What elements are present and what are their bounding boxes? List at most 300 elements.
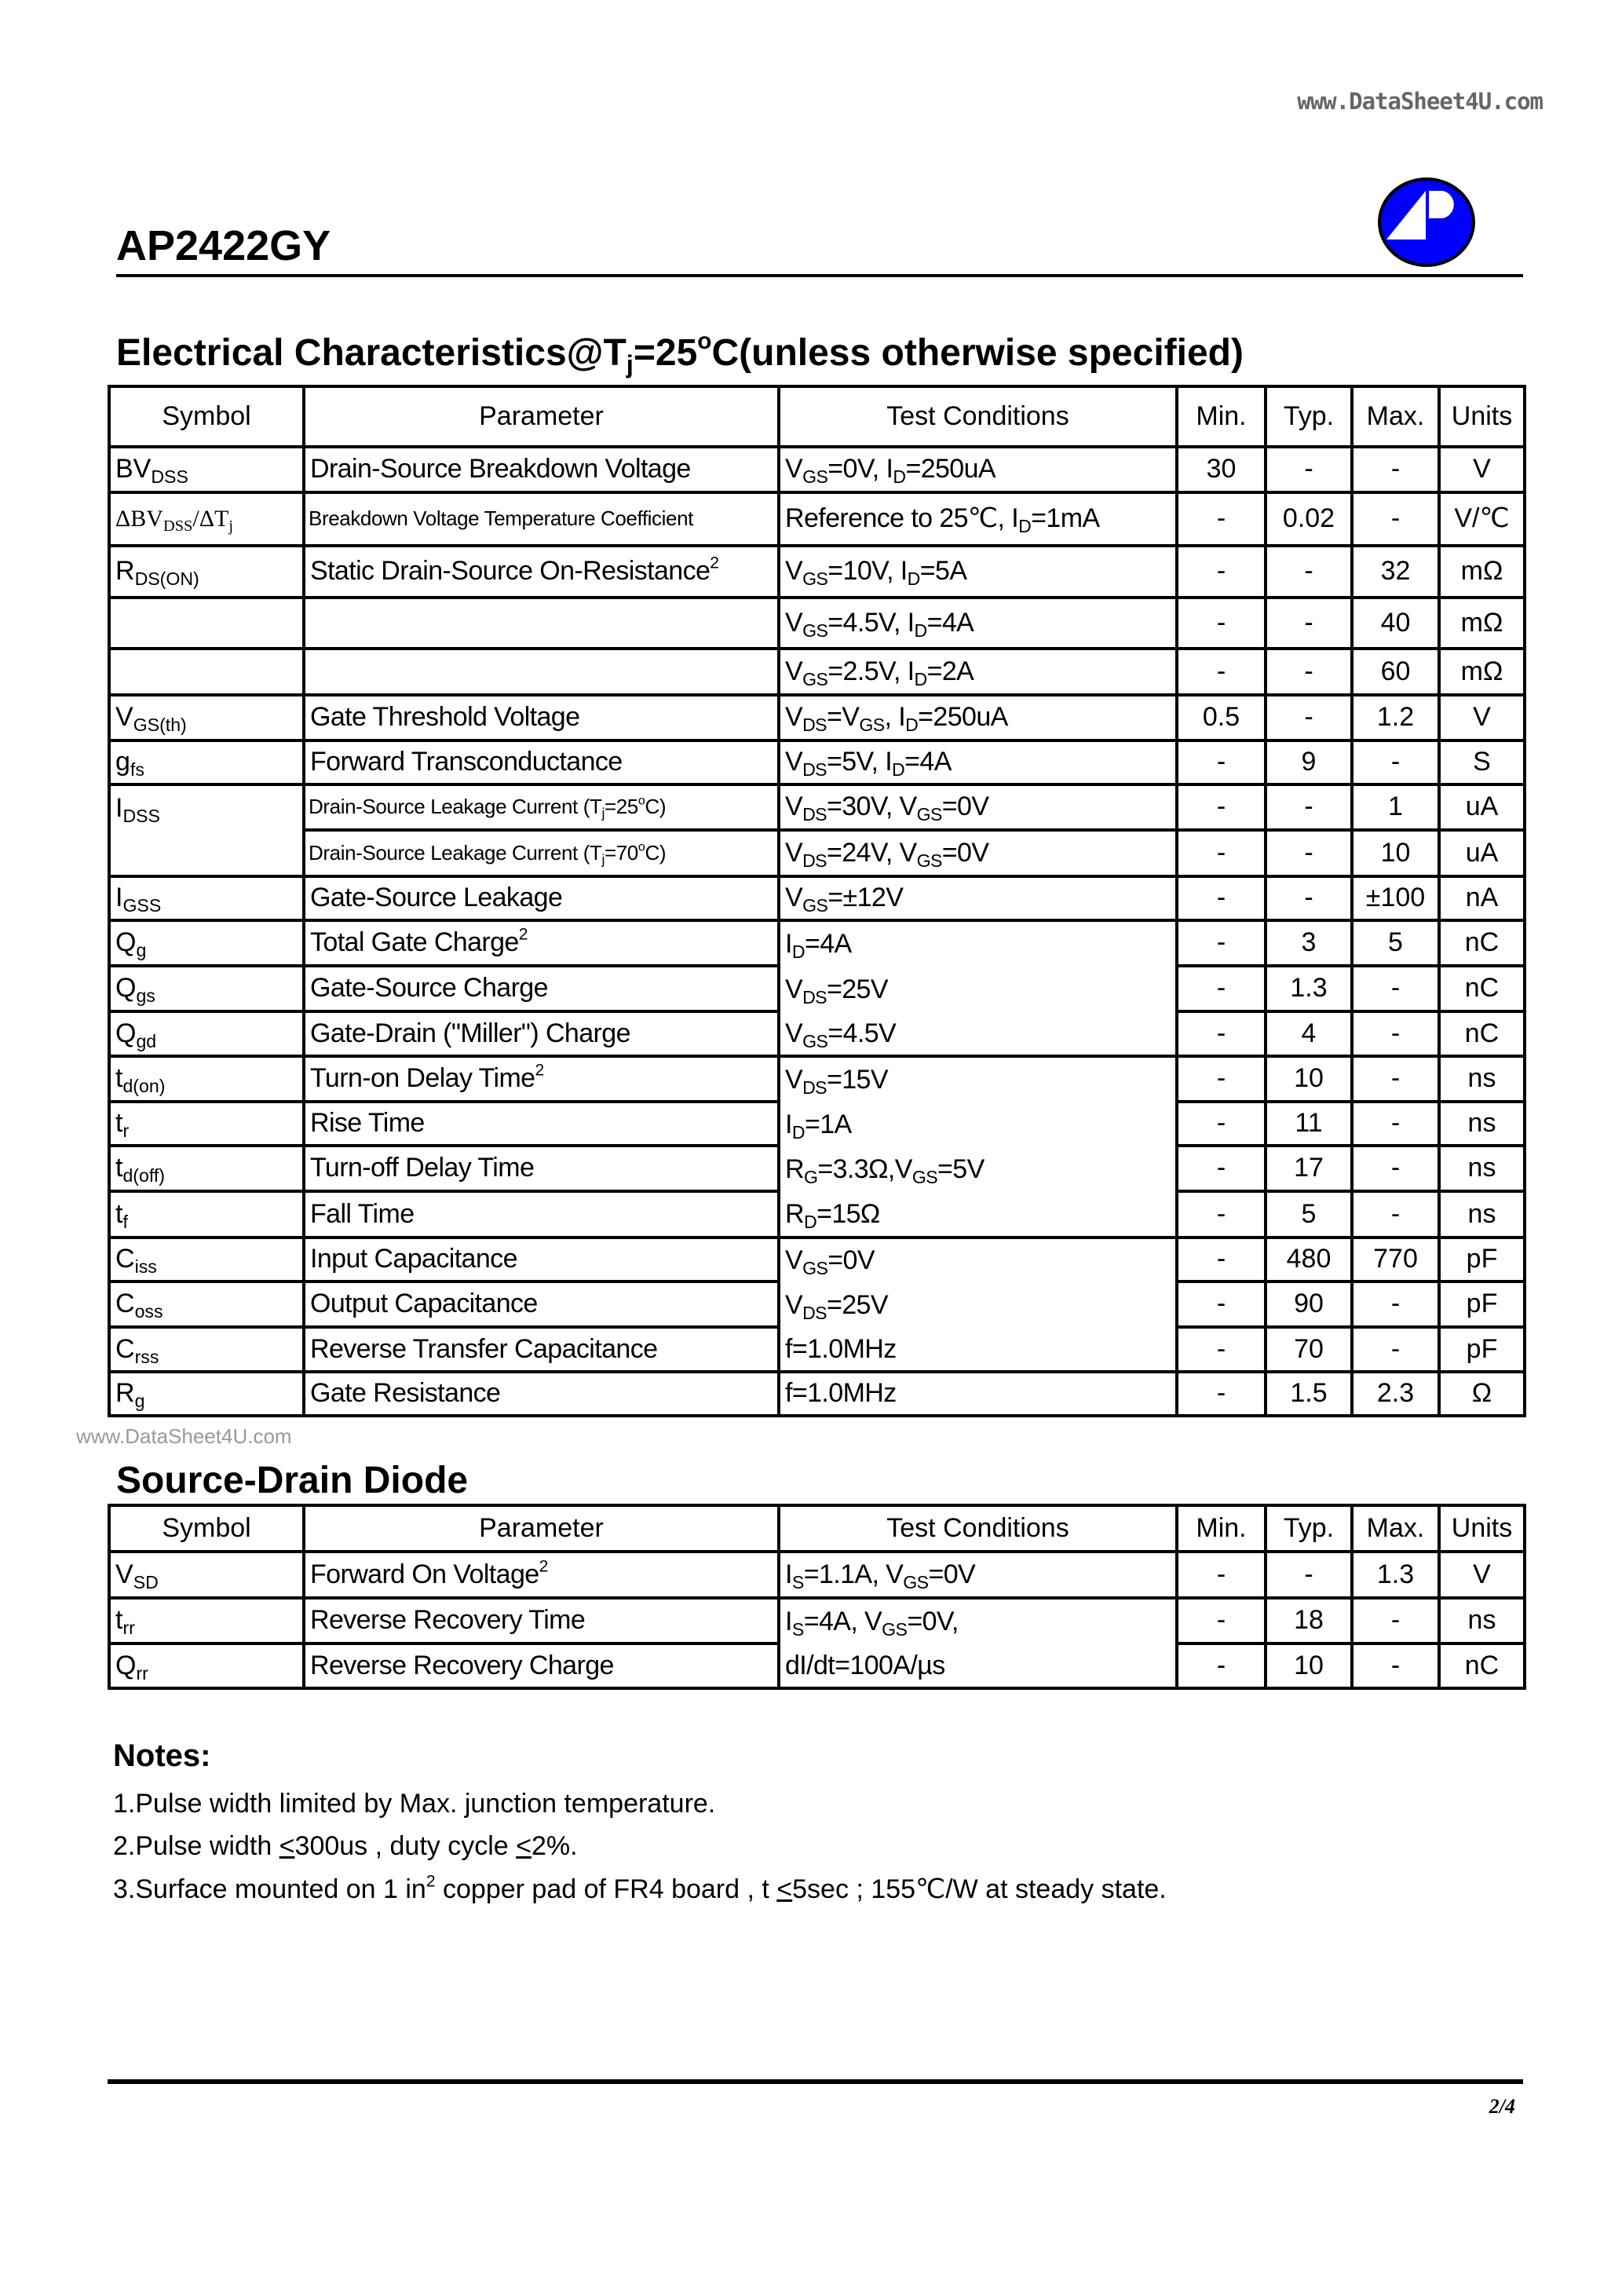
text-run: ns	[1467, 1605, 1496, 1636]
cell-units	[1441, 1013, 1526, 1058]
cell-units	[1441, 696, 1526, 742]
subscript: oss	[134, 1301, 163, 1322]
text-run: R	[785, 1154, 804, 1185]
cell-symbol	[111, 1147, 305, 1193]
cell-symbol	[111, 1013, 305, 1058]
cell-units	[1441, 1239, 1526, 1283]
text-run: -	[1216, 883, 1226, 913]
cell-units	[1441, 1147, 1526, 1193]
text-run: -	[1304, 792, 1313, 822]
text-run: =25	[633, 332, 698, 374]
text-run: -	[1216, 1018, 1226, 1048]
cell-test-conditions	[780, 696, 1178, 742]
text-run: ns	[1467, 1153, 1496, 1183]
cell-units	[1441, 1283, 1526, 1329]
subscript: DS	[802, 715, 827, 736]
text-run: =1mA	[1031, 503, 1100, 534]
cell-typ	[1267, 742, 1353, 786]
text-run: nC	[1464, 973, 1500, 1004]
header-row	[111, 1507, 1526, 1553]
text-run: V	[785, 792, 803, 822]
text-run: C	[115, 1289, 135, 1319]
superscript: 2	[518, 925, 528, 944]
cell-symbol	[111, 1283, 305, 1329]
cell-symbol	[111, 1103, 305, 1147]
subscript: GS	[802, 668, 828, 689]
text-run: -	[1390, 1605, 1401, 1636]
cell-parameter	[305, 650, 780, 696]
table-row	[111, 1013, 1526, 1058]
part-number-title: AP2422GY	[116, 222, 331, 269]
subscript: D	[791, 1122, 805, 1143]
cell-typ	[1267, 1103, 1353, 1147]
text-run: 770	[1373, 1244, 1418, 1274]
text-run: =70	[604, 840, 638, 865]
subscript: rr	[122, 1618, 135, 1639]
text-run: 3.Surface mounted on 1 in	[113, 1874, 426, 1904]
text-run: =250uA	[918, 702, 1008, 733]
header-divider	[116, 274, 1523, 277]
cell-min	[1178, 448, 1267, 494]
cell-test-conditions	[780, 742, 1178, 786]
cell-typ	[1267, 1553, 1353, 1600]
cell-test-conditions	[780, 1329, 1178, 1373]
text-run: V	[785, 837, 803, 868]
subscript: DSS	[122, 806, 160, 827]
text-run: -	[1390, 1198, 1401, 1229]
subscript: j	[601, 851, 605, 868]
subscript: fs	[130, 759, 144, 781]
text-run: -	[1304, 454, 1313, 484]
text-run: -	[1216, 1559, 1226, 1589]
text-run: nA	[1465, 883, 1499, 913]
subscript: d(on)	[122, 1076, 166, 1097]
cell-parameter	[305, 922, 780, 967]
subscript: D	[1018, 516, 1032, 537]
subscript: D	[892, 759, 905, 781]
text-run: 2%.	[532, 1831, 578, 1861]
subscript: rr	[136, 1662, 148, 1684]
text-run: 40	[1380, 607, 1411, 638]
text-run: Gate-Source Leakage	[310, 883, 563, 913]
cell-max	[1353, 1147, 1441, 1193]
table-row	[111, 878, 1526, 922]
text-run: =24V, V	[826, 837, 917, 868]
text-run: 10	[1294, 1063, 1324, 1094]
cell-min	[1178, 1600, 1267, 1645]
cell-units	[1441, 547, 1526, 599]
text-run: t	[115, 1063, 123, 1094]
text-run: Output Capacitance	[310, 1289, 538, 1319]
text-run: =0V,	[907, 1607, 959, 1637]
table-row	[111, 1283, 1526, 1329]
cell-parameter	[305, 1283, 780, 1329]
text-run: t	[115, 1153, 123, 1183]
cell-parameter	[305, 1645, 780, 1690]
text-run: 1.Pulse width limited by Max. junction temperature.	[113, 1789, 716, 1819]
electrical-characteristics-table	[108, 385, 1526, 1417]
text-run: Drain-Source Leakage Current (T	[309, 840, 602, 865]
column-header-symbol: Symbol	[111, 1507, 305, 1553]
cell-symbol	[111, 448, 305, 494]
table-row	[111, 696, 1526, 742]
cell-typ	[1267, 786, 1353, 832]
text-run: V	[115, 702, 133, 733]
cell-parameter	[305, 1058, 780, 1103]
text-run: 1.2	[1376, 702, 1415, 733]
cell-max	[1353, 1058, 1441, 1103]
table-row	[111, 1600, 1526, 1645]
text-run: Reference to 25℃, I	[785, 503, 1019, 534]
subscript: DS	[802, 759, 827, 781]
text-run: -	[1390, 1333, 1401, 1364]
text-run: Gate-Source Charge	[310, 973, 548, 1004]
text-run: =5V, I	[826, 747, 893, 777]
cell-min	[1178, 832, 1267, 878]
cell-test-conditions	[780, 1147, 1178, 1193]
text-run: =2.5V, I	[827, 656, 915, 686]
note-2	[113, 1831, 578, 1862]
cell-units	[1441, 1600, 1526, 1645]
cell-units	[1441, 1645, 1526, 1690]
table-row	[111, 547, 1526, 599]
text-run: -	[1390, 1153, 1401, 1183]
text-run: Gate Threshold Voltage	[310, 702, 580, 733]
cell-test-conditions	[780, 1645, 1178, 1690]
watermark[interactable]: www.DataSheet4U.com	[1297, 88, 1543, 115]
cell-max	[1353, 832, 1441, 878]
cell-symbol	[111, 650, 305, 696]
table-row	[111, 742, 1526, 786]
cell-units	[1441, 878, 1526, 922]
text-run: 10	[1380, 837, 1411, 868]
subscript: DSS	[151, 466, 188, 488]
table-row	[111, 1058, 1526, 1103]
cell-units	[1441, 786, 1526, 832]
cell-min	[1178, 1645, 1267, 1690]
subscript: iss	[134, 1256, 157, 1278]
text-run: -	[1216, 973, 1226, 1004]
subscript: f	[122, 1211, 128, 1232]
cell-test-conditions	[780, 967, 1178, 1013]
text-run: Electrical Characteristics@T	[116, 332, 627, 374]
table-row	[111, 1239, 1526, 1283]
cell-units	[1441, 1058, 1526, 1103]
text-run: Q	[115, 1650, 137, 1680]
subscript: DS	[802, 850, 827, 871]
text-run: Turn-off Delay Time	[310, 1153, 535, 1183]
text-run: Q	[115, 927, 137, 958]
text-run: =0V	[928, 1559, 976, 1589]
text-run: Drain-Source Leakage Current (T	[309, 795, 602, 819]
text-run: V	[785, 656, 803, 686]
column-header-parameter: Parameter	[305, 388, 780, 448]
subscript: G	[803, 1167, 818, 1188]
cell-typ	[1267, 1239, 1353, 1283]
text-run: 0.5	[1202, 702, 1240, 733]
text-run: pF	[1466, 1289, 1498, 1319]
text-run: -	[1390, 503, 1401, 534]
subscript: d(off)	[122, 1165, 165, 1186]
subscript: GS	[916, 804, 942, 825]
cell-max	[1353, 1600, 1441, 1645]
text-run: V	[785, 1245, 803, 1276]
subscript: GS	[802, 466, 828, 488]
superscript: 2	[426, 1872, 436, 1891]
cell-symbol	[111, 832, 305, 878]
text-run: 1.5	[1290, 1378, 1328, 1409]
cell-parameter	[305, 878, 780, 922]
cell-typ	[1267, 599, 1353, 650]
electrical-characteristics-heading	[116, 328, 1244, 378]
text-run: -	[1216, 837, 1226, 868]
text-run: =0V	[827, 1245, 875, 1276]
cell-min	[1178, 786, 1267, 832]
text-run: 90	[1294, 1289, 1324, 1319]
text-run: -	[1304, 837, 1313, 868]
text-run: V	[785, 454, 803, 484]
cell-parameter	[305, 547, 780, 599]
text-run: C	[115, 1244, 135, 1274]
subscript: D	[791, 941, 805, 963]
text-run: V	[785, 974, 803, 1005]
column-header-symbol: Symbol	[111, 388, 305, 448]
cell-min	[1178, 1373, 1267, 1417]
superscript: o	[637, 839, 645, 854]
text-run: 10	[1294, 1650, 1324, 1680]
watermark-overlay: www.DataSheet4U.com	[76, 1424, 292, 1448]
subscript: GS	[882, 1619, 908, 1640]
cell-parameter	[305, 1329, 780, 1373]
column-header-max: Max.	[1353, 388, 1441, 448]
cell-symbol	[111, 547, 305, 599]
text-run: I	[785, 1607, 792, 1637]
text-run: -	[1390, 1018, 1401, 1048]
text-run: =1.1A, V	[803, 1559, 904, 1589]
subscript: D	[914, 668, 927, 689]
cell-min	[1178, 922, 1267, 967]
table-row	[111, 1373, 1526, 1417]
cell-symbol	[111, 1193, 305, 1239]
text-run: V	[785, 1018, 803, 1048]
text-run: BV	[115, 454, 152, 484]
text-run: -	[1216, 1063, 1226, 1094]
subscript: GS	[916, 850, 942, 871]
cell-symbol	[111, 967, 305, 1013]
text-run: Reverse Transfer Capacitance	[310, 1333, 658, 1364]
text-run: -	[1304, 656, 1313, 686]
text-run: C)	[645, 840, 667, 865]
cell-min	[1178, 1013, 1267, 1058]
cell-test-conditions	[780, 599, 1178, 650]
text-run: -	[1216, 1153, 1226, 1183]
subscript: gd	[136, 1030, 157, 1051]
text-run: 5sec ; 155℃/W at steady state.	[792, 1874, 1167, 1904]
cell-min	[1178, 1553, 1267, 1600]
cell-typ	[1267, 650, 1353, 696]
superscript: o	[637, 794, 645, 809]
text-run: V	[1473, 454, 1491, 484]
text-run: =25	[604, 795, 638, 819]
superscript: 2	[535, 1061, 544, 1080]
subscript: GS	[911, 1167, 938, 1188]
cell-min	[1178, 599, 1267, 650]
text-run: mΩ	[1460, 556, 1503, 587]
text-run: Input Capacitance	[310, 1244, 517, 1274]
text-run: =3.3Ω,V	[817, 1154, 912, 1185]
cell-min	[1178, 650, 1267, 696]
cell-max	[1353, 1013, 1441, 1058]
subscript: GS	[802, 1258, 828, 1279]
cell-units	[1441, 832, 1526, 878]
superscript: 2	[710, 554, 719, 572]
subscript: D	[803, 1211, 817, 1232]
cell-max	[1353, 1645, 1441, 1690]
cell-parameter	[305, 1193, 780, 1239]
text-run: ns	[1467, 1198, 1496, 1229]
cell-typ	[1267, 448, 1353, 494]
subscript: GS	[903, 1571, 929, 1592]
text-run: 18	[1294, 1605, 1324, 1636]
cell-symbol	[111, 742, 305, 786]
cell-symbol	[111, 1329, 305, 1373]
cell-units	[1441, 448, 1526, 494]
cell-max	[1353, 878, 1441, 922]
text-run: -	[1390, 747, 1401, 777]
text-run: Breakdown Voltage Temperature Coefficient	[309, 506, 693, 531]
text-run: ΔBV	[115, 506, 163, 532]
cell-typ	[1267, 967, 1353, 1013]
text-run: 5	[1388, 927, 1403, 958]
cell-parameter	[305, 1373, 780, 1417]
text-run: R	[785, 1198, 804, 1229]
text-run: ns	[1467, 1108, 1496, 1139]
table-row	[111, 832, 1526, 878]
text-run: =4A	[904, 747, 952, 777]
cell-units	[1441, 599, 1526, 650]
subscript: g	[134, 1391, 145, 1412]
column-header-test-conditions: Test Conditions	[780, 388, 1178, 448]
text-run: 2.Pulse width	[113, 1831, 279, 1861]
text-run: ns	[1467, 1063, 1496, 1094]
cell-max	[1353, 786, 1441, 832]
column-header-min: Min.	[1178, 388, 1267, 448]
cell-units	[1441, 922, 1526, 967]
cell-parameter	[305, 448, 780, 494]
page-number: 2/4	[1489, 2095, 1515, 2118]
text-run: V	[1473, 1559, 1491, 1589]
text-run: =4A	[804, 929, 852, 960]
text-run: -	[1216, 1108, 1226, 1139]
cell-parameter	[305, 1103, 780, 1147]
text-run: pF	[1466, 1244, 1498, 1274]
cell-max	[1353, 448, 1441, 494]
text-run: V	[115, 1559, 133, 1589]
cell-max	[1353, 1239, 1441, 1283]
column-header-units: Units	[1441, 1507, 1526, 1553]
subscript: DSS	[163, 517, 193, 536]
text-run: -	[1390, 1650, 1401, 1680]
text-run: nC	[1464, 1018, 1500, 1048]
cell-parameter	[305, 494, 780, 547]
text-run: -	[1216, 607, 1226, 638]
text-run: ±100	[1365, 883, 1426, 913]
text-run: Total Gate Charge	[310, 927, 519, 958]
text-run: Reverse Recovery Charge	[310, 1650, 614, 1680]
text-run: -	[1304, 556, 1313, 587]
text-run: mΩ	[1460, 656, 1503, 686]
text-run: =0V, I	[827, 454, 893, 484]
cell-typ	[1267, 832, 1353, 878]
text-run: -	[1216, 503, 1226, 534]
cell-symbol	[111, 1058, 305, 1103]
text-run: C	[115, 1333, 135, 1364]
cell-parameter	[305, 1553, 780, 1600]
subscript: j	[601, 805, 605, 821]
cell-test-conditions	[780, 786, 1178, 832]
cell-parameter	[305, 967, 780, 1013]
company-logo-icon	[1375, 171, 1478, 273]
cell-test-conditions	[780, 494, 1178, 547]
subscript: DS	[802, 987, 827, 1008]
cell-units	[1441, 742, 1526, 786]
superscript: o	[697, 328, 712, 355]
text-run: Forward On Voltage	[310, 1559, 539, 1589]
cell-max	[1353, 922, 1441, 967]
text-run: Gate-Drain ("Miller") Charge	[310, 1018, 630, 1048]
text-run: I	[115, 883, 123, 913]
subscript: GS	[802, 620, 828, 641]
text-run: V	[785, 702, 803, 733]
text-run: =0V	[941, 792, 989, 822]
cell-test-conditions	[780, 1239, 1178, 1283]
cell-parameter	[305, 1147, 780, 1193]
text-run: -	[1216, 747, 1226, 777]
subscript: GS	[802, 569, 828, 590]
text-run: copper pad of FR4 board , t	[435, 1874, 777, 1904]
cell-typ	[1267, 494, 1353, 547]
text-run: -	[1216, 792, 1226, 822]
text-run: /ΔT	[192, 506, 229, 532]
cell-test-conditions	[780, 1373, 1178, 1417]
text-run: 17	[1294, 1153, 1324, 1183]
text-run: 4	[1301, 1018, 1317, 1048]
footer-divider	[108, 2079, 1523, 2084]
text-run: Reverse Recovery Time	[310, 1605, 586, 1636]
text-run: -	[1390, 1063, 1401, 1094]
text-run: -	[1304, 607, 1313, 638]
cell-typ	[1267, 1283, 1353, 1329]
text-run: Drain-Source Breakdown Voltage	[310, 454, 691, 484]
table-row	[111, 494, 1526, 547]
cell-min	[1178, 1058, 1267, 1103]
text-run: 300us , duty cycle	[294, 1831, 517, 1861]
cell-typ	[1267, 1373, 1353, 1417]
cell-symbol	[111, 922, 305, 967]
text-run: =15Ω	[816, 1198, 880, 1229]
cell-symbol	[111, 494, 305, 547]
text-run: nC	[1464, 927, 1500, 958]
cell-min	[1178, 967, 1267, 1013]
text-run: =5A	[919, 556, 967, 587]
text-run: f=1.0MHz	[785, 1378, 897, 1409]
source-drain-diode-table	[108, 1504, 1526, 1690]
text-run: -	[1216, 1378, 1226, 1409]
superscript: 2	[539, 1556, 548, 1575]
cell-min	[1178, 1147, 1267, 1193]
text-run: 0.02	[1282, 503, 1335, 534]
subscript: S	[791, 1619, 804, 1640]
